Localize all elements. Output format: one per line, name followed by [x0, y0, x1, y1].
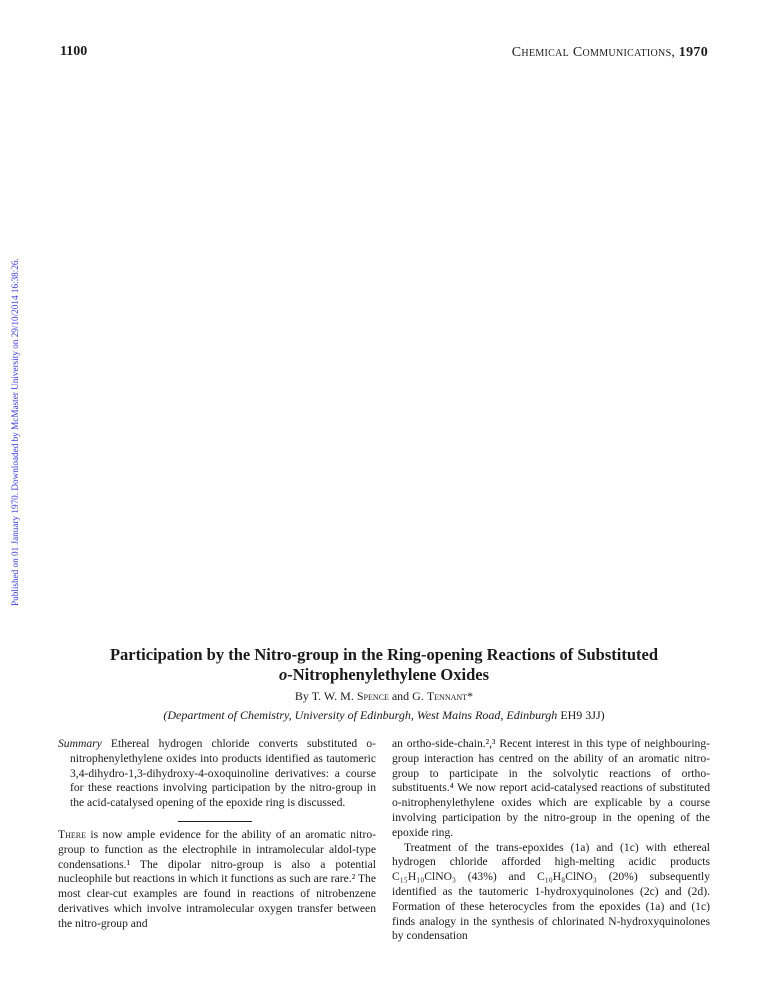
page-number: 1100 [60, 44, 88, 59]
separator-rule [178, 821, 252, 822]
watermark-text[interactable]: Published on 01 January 1970. Downloaded by McMaster University on 29/10/2014 16:38:26. [10, 258, 20, 606]
intro-first-word: There [58, 828, 86, 841]
article-title [40, 645, 728, 685]
body-left-column [58, 828, 376, 932]
title-prefix: o [278, 665, 288, 684]
summary-block [58, 737, 376, 811]
author-and: and G. [391, 689, 424, 703]
summary-paragraph [58, 737, 376, 811]
affiliation-text: (Department of Chemistry, University of Edinburgh, West Mains Road, Edinburgh [163, 708, 558, 722]
journal-name: Chemical Communications, [511, 45, 676, 60]
title-line-2-rest: -Nitrophenylethylene Oxides [287, 665, 490, 684]
author-spence: Spence [356, 689, 389, 703]
title-line-1: Participation by the Nitro-group in the Ring-opening Reactions of Substituted [109, 645, 659, 664]
body-right-column [392, 737, 710, 944]
affiliation [40, 708, 728, 723]
journal-year: 1970 [678, 45, 708, 60]
journal-header [512, 44, 708, 61]
right-paragraph-1: an ortho-side-chain.²,³ Recent interest in this type of neighbouring-group interaction has centred on the ability of an aromatic nitro-group to participate in the solvolytic reactions of ortho-substituents.⁴ We now report acid-catalysed reactions of substituted o-nitrophenylethylene oxides which are explicable by a course involving participation by the nitro-group in the opening of the epoxide ring. [392, 737, 710, 839]
author-tennant: Tennant* [426, 689, 474, 703]
intro-text: is now ample evidence for the ability of an aromatic nitro-group to function as the electrophile in intramolecular aldol-type condensations.¹ The dipolar nitro-group is also a potential nucleophile but reactions in which it functions as such are rare.² The most clear-cut examples are found in reactions of nitrobenzene derivatives which involve intramolecular oxygen transfer between the nitro-group and [58, 828, 376, 930]
title-line-2 [40, 665, 728, 685]
summary-text: Ethereal hydrogen chloride converts substituted o-nitrophenylethylene oxides into products identified as tautomeric 3,4-dihydro-1,3-dihydroxy-4-oxoquinoline derivatives: a course for these reactions involving participation by the nitro-group in the acid-catalysed opening of the epoxide ring is discussed. [70, 737, 376, 810]
author-line [40, 689, 728, 704]
affiliation-postcode: EH9 3JJ) [560, 708, 605, 722]
download-watermark [0, 0, 20, 610]
right-paragraph-2: Treatment of the trans-epoxides (1a) and (1c) with ethereal hydrogen chloride afforded high-melting acidic products C₁₅H₁₀ClNO₃ (43%) and C₁₀H₈ClNO₃ (20%) subsequently identified as the tautomeric 1-hydroxyquinolones (2c) and (2d). Formation of these heterocycles from the epoxides (1a) and (1c) finds analogy in the synthesis of chlorinated N-hydroxyquinolones by condensation [392, 840, 710, 943]
summary-lead: Summary [58, 737, 102, 750]
author-by: By T. W. M. [294, 689, 354, 703]
intro-paragraph [58, 828, 376, 932]
